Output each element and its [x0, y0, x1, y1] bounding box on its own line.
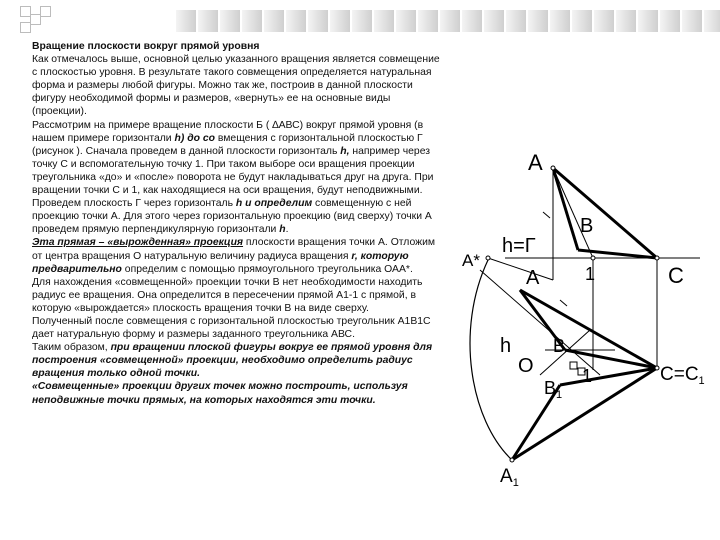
label-1-low: 1 — [582, 366, 593, 386]
line-dash-2 — [560, 300, 567, 306]
paragraph-result: Полученный после совмещения с горизонтальной плоскостью треугольник А1В1С дает натуральную форму и размеры заданного треугольника АВС. — [32, 315, 431, 341]
label-b-low: B — [553, 336, 566, 356]
deco-square — [40, 6, 51, 17]
point-c-low — [655, 366, 659, 370]
paragraph-projection: Эта прямая – «вырожденная» проекция плоскости вращения точки А. Отложим от центра вращения О натуральную величину радиуса вращения r, которую предварительно определим с помощью прямоугольного треугольника ОАА*. — [32, 237, 436, 275]
rotation-diagram — [450, 145, 715, 505]
point-a1 — [510, 458, 514, 462]
label-h-eq-g: h=Г — [502, 235, 536, 257]
line-dash-1 — [543, 212, 550, 218]
edge-a-to-c — [520, 290, 657, 368]
slide-header-decoration — [0, 0, 720, 33]
line-a-to-1 — [553, 168, 593, 258]
paragraph-point-b: Для нахождения «совмещенной» проекции точки В нет необходимости находить радиус ее вращения. Она определится в пересечении прямой А1-1 с прямой, в которую «вырождается» плоскость вращения точки В на виде сверху. — [32, 276, 423, 314]
label-c-top: C — [668, 263, 684, 288]
line-a-star-connector — [488, 258, 553, 280]
paragraph-final: «Совмещенные» проекции других точек можно построить, используя неподвижные точки прямых, на которых находятся эти точки. — [32, 381, 408, 406]
label-a-star: A* — [462, 251, 480, 270]
point-a-top — [551, 166, 555, 170]
body-text — [32, 40, 442, 407]
edge-bc-top — [578, 250, 657, 258]
rotation-arc — [470, 260, 512, 460]
edge-ac-top — [553, 168, 657, 258]
label-a1: $A_1$ — [500, 466, 519, 489]
point-c-top — [655, 256, 659, 260]
right-angle-mark — [570, 362, 577, 369]
label-b-top: B — [580, 215, 594, 237]
paragraph-intro: Как отмечалось выше, основной целью указанного вращения является совмещение с плоскостью уровня. В результате такого совмещения определяется натуральная форма и размеры любой фигуры. Можно так же, построив в данной плоскости фигуру необходимой формы и размеров, «вернуть» ее на основные виды (проекции). — [32, 54, 440, 118]
label-h-low: h — [500, 335, 512, 357]
paragraph-conclusion: Таким образом, при вращении плоской фигуры вокруг ее прямой уровня для построения «совмещенной» проекции, необходимо определить радиус вращения только одной точки. — [32, 342, 433, 380]
label-c-eq-c1: $C=C_1$ — [660, 364, 705, 387]
label-1-top: 1 — [585, 264, 596, 284]
label-a-top: A — [528, 150, 543, 175]
deco-stripes — [176, 10, 720, 32]
point-a-star — [486, 256, 490, 260]
line-radius-diagonal — [480, 270, 600, 375]
page-title: Вращение плоскости вокруг прямой уровня — [32, 41, 260, 52]
deco-square — [30, 14, 41, 25]
label-o: O — [518, 355, 534, 377]
label-a-mid: A — [526, 267, 540, 289]
paragraph-example: Рассмотрим на примере вращение плоскости Б ( ∆АВС) вокруг прямой уровня (в нашем примере горизонтали h) до со вмещения с горизонтальной плоскостью Г (рисунок ). Сначала проведем в данной плоскости горизонталь h, например через точку С и вспомогательную точку 1. При таком выборе оси вращения проекции треугольника «до» и «после» поворота не будут накладываться друг на друга. При вращении точки С и 1, как находящиеся на оси вращения, будут неподвижными. Проведем плоскость Г через горизонталь h и определим совмещенную с ней проекцию точки А. Для этого через горизонтальную проекцию (вид сверху) точки А проведем прямую перпендикулярную горизонтали h. — [32, 119, 434, 236]
point-1-top — [591, 256, 595, 260]
label-b1: $B_1$ — [544, 378, 563, 401]
